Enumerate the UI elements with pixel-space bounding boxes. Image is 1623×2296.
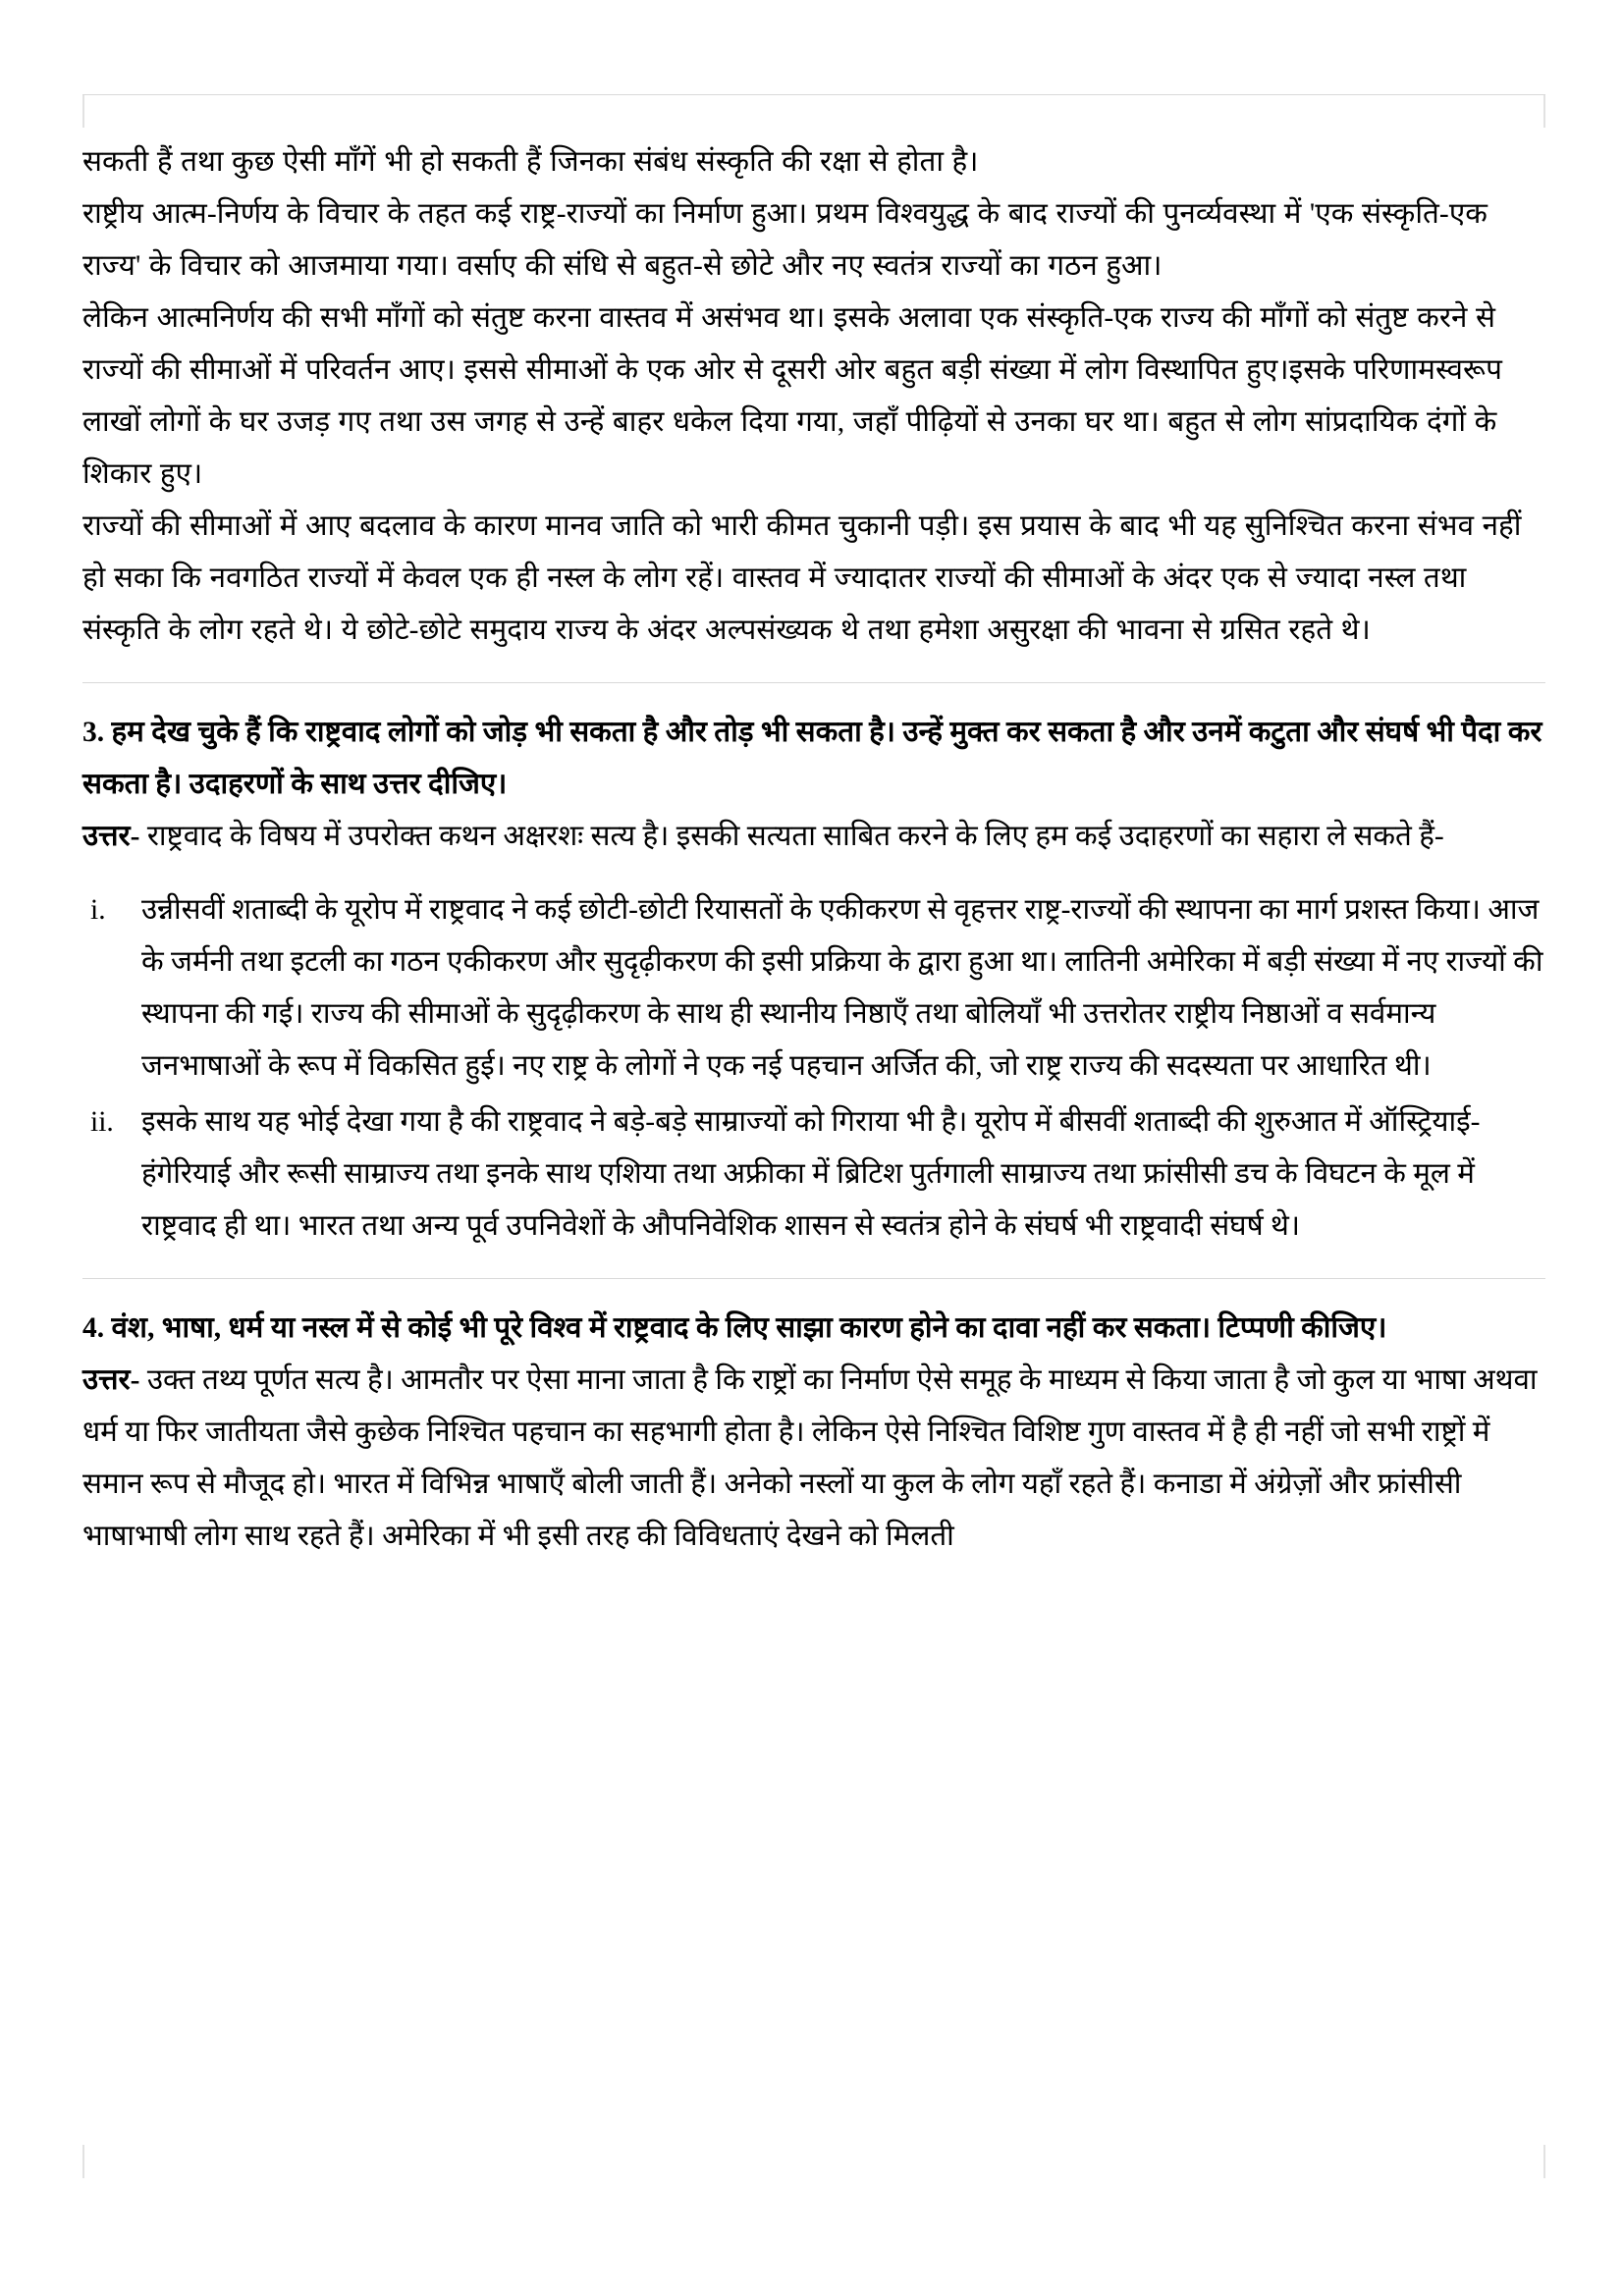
question-3-heading — [82, 707, 1545, 811]
intro-paragraph-3: लेकिन आत्मनिर्णय की सभी माँगों को संतुष्ट करना वास्तव में असंभव था। इसके अलावा एक संस्कृति-एक राज्य की माँगों को संतुष्ट करने से राज्यों की सीमाओं में परिवर्तन आए। इससे सीमाओं के एक ओर से दूसरी ओर बहुत बड़ी संख्या में लोग विस्थापित हुए।इसके परिणामस्वरूप लाखों लोगों के घर उजड़ गए तथा उस जगह से उन्हें बाहर धकेल दिया गया, जहाँ पीढ़ियों से उनका घर था। बहुत से लोग सांप्रदायिक दंगों के शिकार हुए। — [82, 302, 1502, 490]
question-3-answer-label: उत्तर- — [82, 821, 140, 852]
list-item-marker: i. — [90, 894, 106, 926]
question-4-answer — [82, 1355, 1545, 1563]
top-divider — [82, 94, 1545, 95]
question-4-text: वंश, भाषा, धर्म या नस्ल में से कोई भी पूरे विश्व में राष्ट्रवाद के लिए साझा कारण होने का दावा नहीं कर सकता। टिप्पणी कीजिए। — [111, 1312, 1387, 1344]
section-divider-question-4 — [82, 1278, 1545, 1279]
question-3-points-list — [82, 884, 1545, 1253]
question-3-answer-intro-text: राष्ट्रवाद के विषय में उपरोक्त कथन अक्षरशः सत्य है। इसकी सत्यता साबित करने के लिए हम कई उदाहरणों का सहारा ले सकते हैं- — [139, 821, 1444, 852]
list-item — [82, 884, 1545, 1093]
page-edge-tick-bottom-right — [1543, 2145, 1545, 2178]
intro-paragraph-1: सकती हैं तथा कुछ ऐसी माँगें भी हो सकती हैं जिनका संबंध संस्कृति की रक्षा से होता है। — [82, 146, 979, 178]
document-content — [82, 94, 1545, 1563]
page-edge-tick-bottom-left — [82, 2145, 84, 2178]
intro-paragraph-2: राष्ट्रीय आत्म-निर्णय के विचार के तहत कई राष्ट्र-राज्यों का निर्माण हुआ। प्रथम विश्वयुद्ध के बाद राज्यों की पुनर्व्यवस्था में 'एक संस्कृति-एक राज्य' के विचार को आजमाया गया। वर्साए की संधि से बहुत-से छोटे और नए स्वतंत्र राज्यों का गठन हुआ। — [82, 198, 1488, 282]
list-item — [82, 1096, 1545, 1253]
intro-paragraph-4: राज्यों की सीमाओं में आए बदलाव के कारण मानव जाति को भारी कीमत चुकानी पड़ी। इस प्रयास के बाद भी यह सुनिश्चित करना संभव नहीं हो सका कि नवगठित राज्यों में केवल एक ही नस्ल के लोग रहें। वास्तव में ज्यादातर राज्यों की सीमाओं के अंदर एक से ज्यादा नस्ल तथा संस्कृति के लोग रहते थे। ये छोटे-छोटे समुदाय राज्य के अंदर अल्पसंख्यक थे तथा हमेशा असुरक्षा की भावना से ग्रसित रहते थे। — [82, 510, 1522, 646]
list-item-marker: ii. — [90, 1106, 114, 1138]
question-4-answer-text: उक्त तथ्य पूर्णत सत्य है। आमतौर पर ऐसा माना जाता है कि राष्ट्रों का निर्माण ऐसे समूह के माध्यम से किया जाता है जो कुल या भाषा अथवा धर्म या फिर जातीयता जैसे कुछेक निश्चित पहचान का सहभागी होता है। लेकिन ऐसे निश्चित विशिष्ट गुण वास्तव में है ही नहीं जो सभी राष्ट्रों में समान रूप से मौजूद हो। भारत में विभिन्न भाषाएँ बोली जाती हैं। अनेको नस्लों या कुल के लोग यहाँ रहते हैं। कनाडा में अंग्रेज़ों और फ्रांसीसी भाषाभाषी लोग साथ रहते हैं। अमेरिका में भी इसी तरह की विविधताएं देखने को मिलती — [82, 1364, 1538, 1552]
question-4-answer-label: उत्तर- — [82, 1364, 140, 1396]
list-item-text: उन्नीसवीं शताब्दी के यूरोप में राष्ट्रवाद ने कई छोटी-छोटी रियासतों के एकीकरण से वृहत्तर राष्ट्र-राज्यों की स्थापना का मार्ग प्रशस्त किया। आज के जर्मनी तथा इटली का गठन एकीकरण और सुदृढ़ीकरण की इसी प्रक्रिया के द्वारा हुआ था। लातिनी अमेरिका में बड़ी संख्या में नए राज्यों की स्थापना की गई। राज्य की सीमाओं के सुदृढ़ीकरण के साथ ही स्थानीय निष्ठाएँ तथा बोलियाँ भी उत्तरोतर राष्ट्रीय निष्ठाओं व सर्वमान्य जनभाषाओं के रूप में विकसित हुई। नए राष्ट्र के लोगों ने एक नई पहचान अर्जित की, जो राष्ट्र राज्य की सदस्यता पर आधारित थी। — [141, 894, 1543, 1082]
question-4-number: 4. — [82, 1312, 105, 1344]
question-3-answer-intro — [82, 811, 1545, 863]
list-item-text: इसके साथ यह भोई देखा गया है की राष्ट्रवाद ने बड़े-बड़े साम्राज्यों को गिराया भी है। यूरोप में बीसवीं शताब्दी की शुरुआत में ऑस्ट्रियाई-हंगेरियाई और रूसी साम्राज्य तथा इनके साथ एशिया तथा अफ्रीका में ब्रिटिश पुर्तगाली साम्राज्य तथा फ्रांसीसी डच के विघटन के मूल में राष्ट्रवाद ही था। भारत तथा अन्य पूर्व उपनिवेशों के औपनिवेशिक शासन से स्वतंत्र होने के संघर्ष भी राष्ट्रवादी संघर्ष थे। — [141, 1106, 1481, 1242]
section-divider-question-3 — [82, 682, 1545, 683]
question-3-number: 3. — [82, 717, 105, 748]
question-3-text: हम देख चुके हैं कि राष्ट्रवाद लोगों को जोड़ भी सकता है और तोड़ भी सकता है। उन्हें मुक्त कर सकता है और उनमें कटुता और संघर्ष भी पैदा कर सकता है। उदाहरणों के साथ उत्तर दीजिए। — [82, 717, 1542, 800]
question-4-heading — [82, 1303, 1545, 1355]
